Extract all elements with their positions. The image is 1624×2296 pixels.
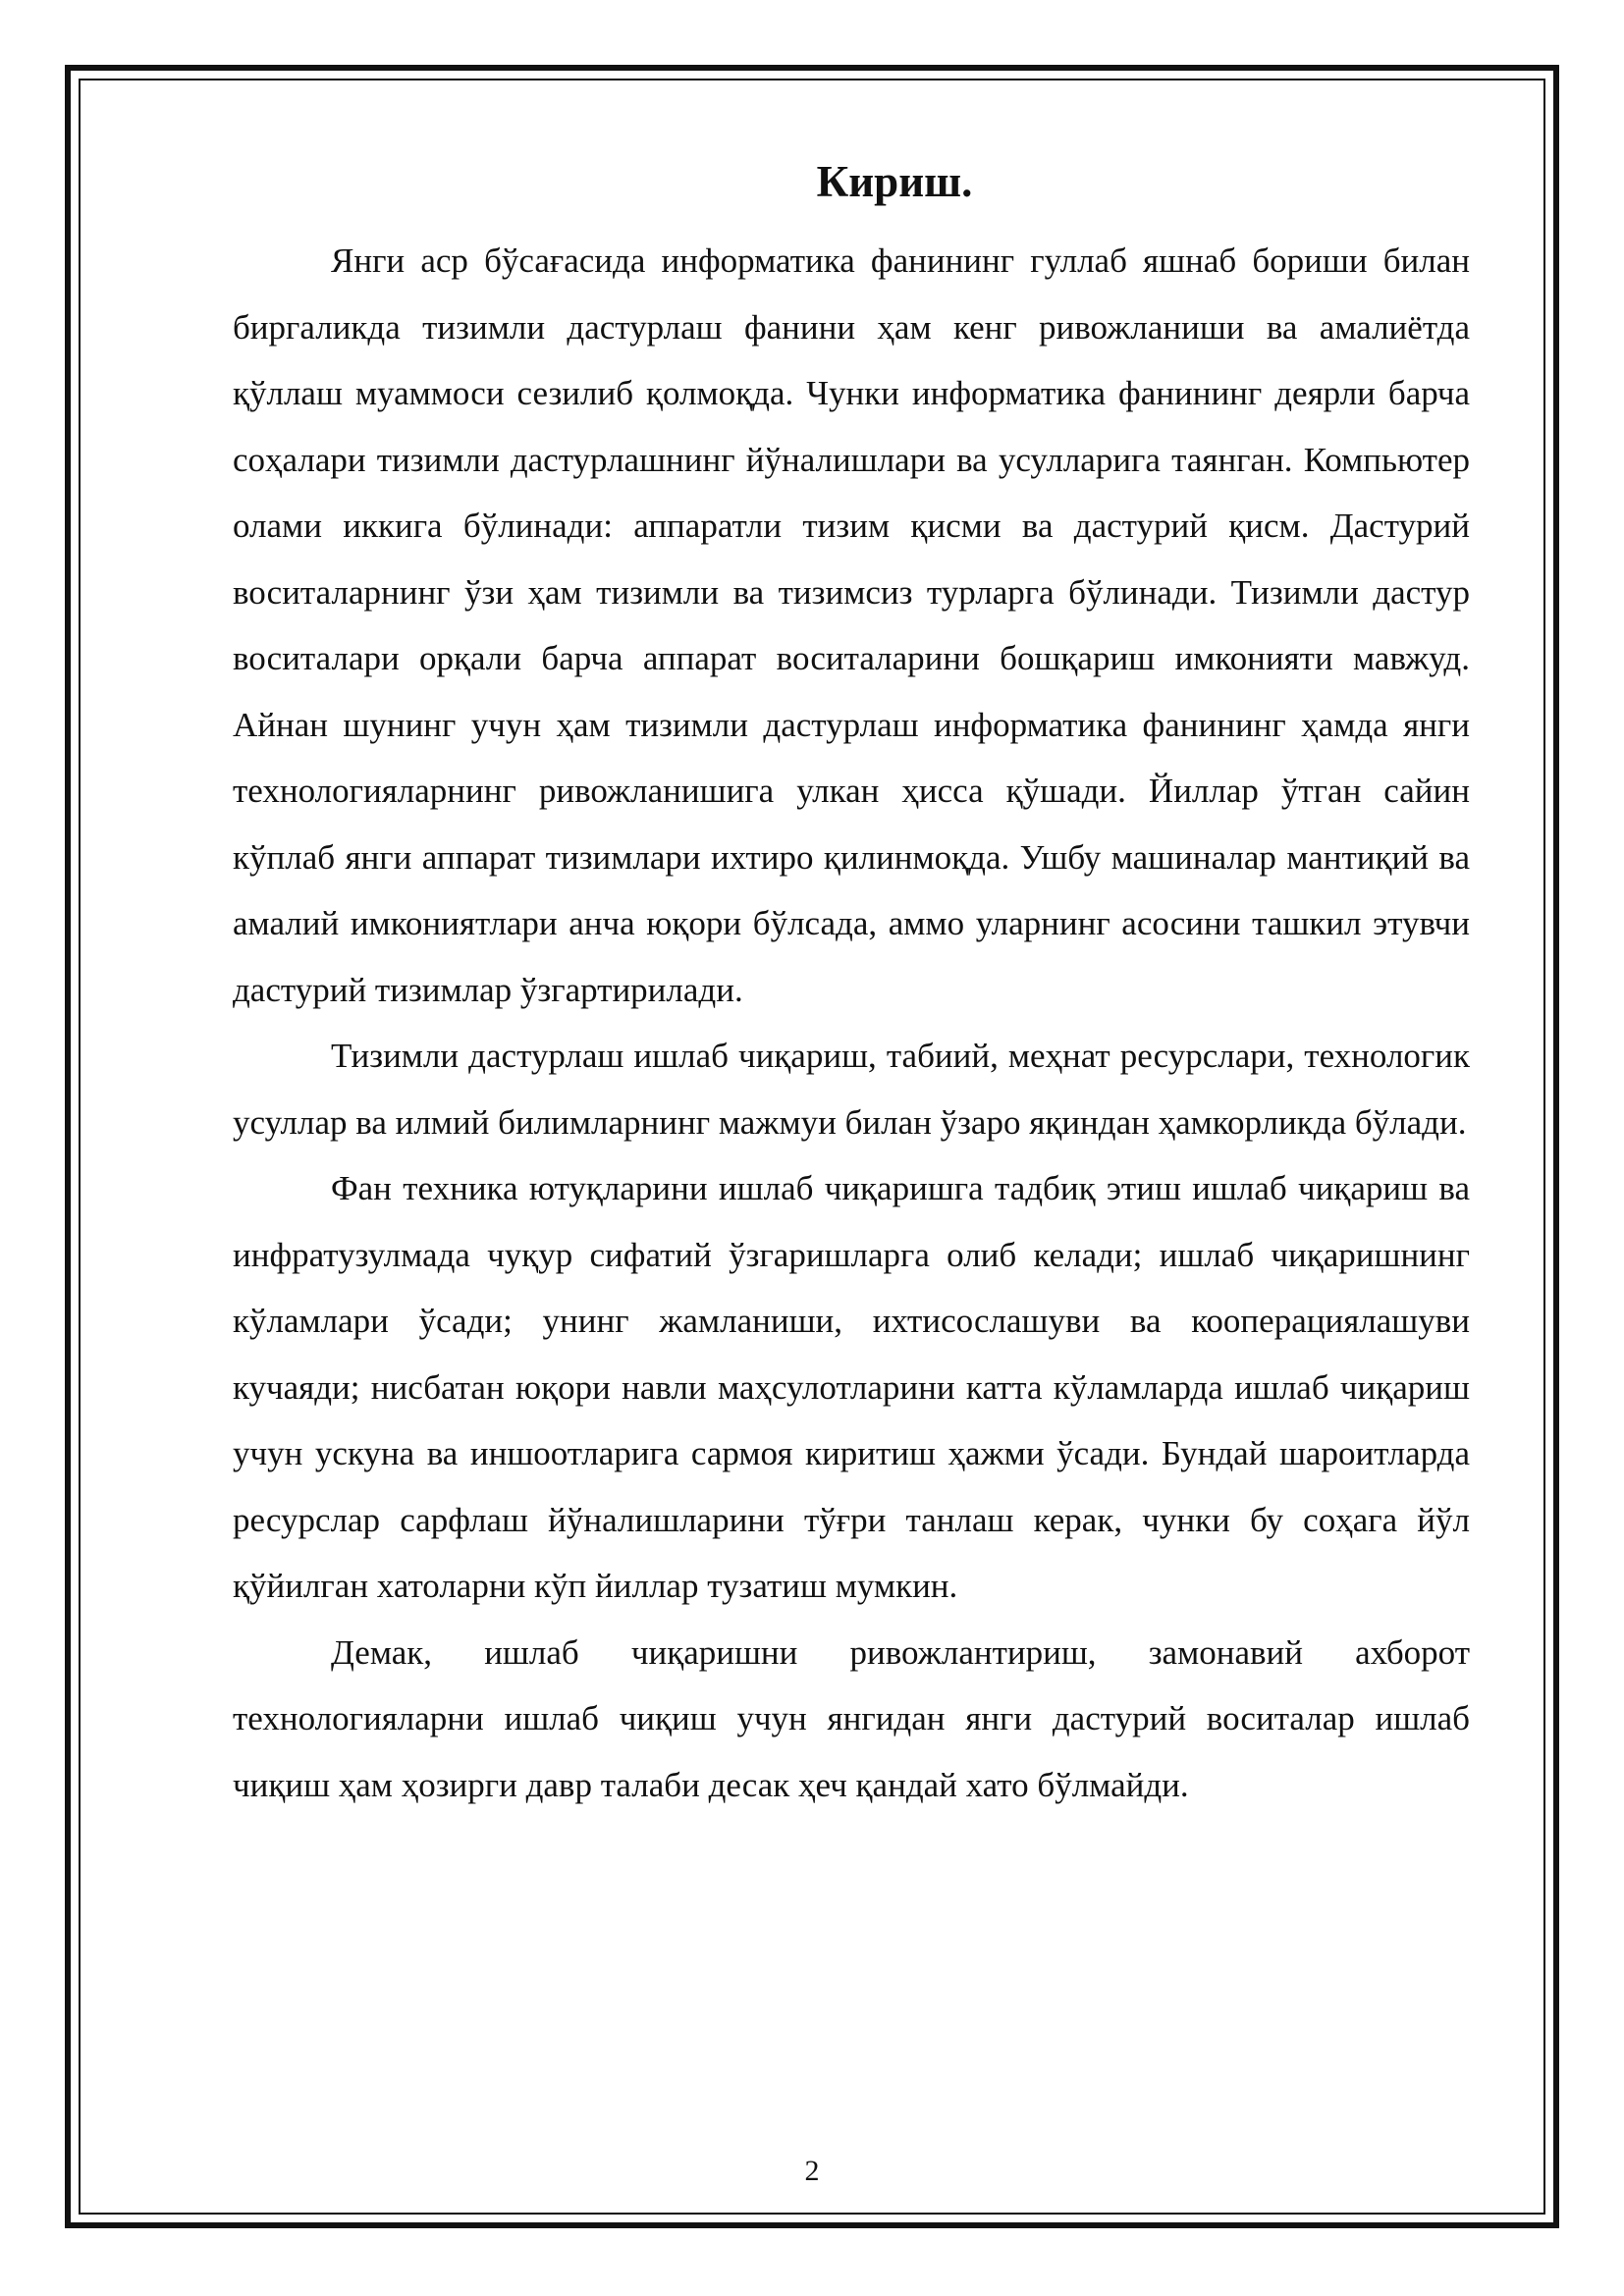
document-body xyxy=(233,157,1470,1818)
paragraph-4: Демак, ишлаб чиқаришни ривожлантириш, замонавий ахборот технологияларни ишлаб чиқиш учун янгидан янги дастурий воситалар ишлаб чиқиш ҳам ҳозирги давр талаби десак ҳеч қандай хато бўлмайди. xyxy=(233,1632,1470,1804)
page-number: 2 xyxy=(804,2155,820,2187)
paragraph-3: Фан техника ютуқларини ишлаб чиқаришга тадбиқ этиш ишлаб чиқариш ва инфратузулмада чуқур сифатий ўзгаришларга олиб келади; ишлаб чиқаришнинг кўламлари ўсади; унинг жамланиши, ихтисослашуви ва кооперациялашуви кучаяди; нисбатан юқори навли маҳсулотларини катта кўламларда ишлаб чиқариш учун ускуна ва иншоотларига сармоя киритиш ҳажми ўсади. Бундай шароитларда ресурслар сарфлаш йўналишларини тўғри танлаш керак, чунки бу соҳага йўл қўйилган хатоларни кўп йиллар тузатиш мумкин. xyxy=(233,1169,1470,1605)
paragraph-1: Янги аср бўсағасида информатика фанининг гуллаб яшнаб бориши билан биргаликда тизимли дастурлаш фанини ҳам кенг ривожланиши ва амалиётда қўллаш муаммоси сезилиб қолмоқда. Чунки информатика фанининг деярли барча соҳалари тизимли дастурлашнинг йўналишлари ва усулларига таянган. Компьютер олами иккига бўлинади: аппаратли тизим қисми ва дастурий қисм. Дастурий воситаларнинг ўзи ҳам тизимли ва тизимсиз турларга бўлинади. Тизимли дастур воситалари орқали барча аппарат воситаларини бошқариш имконияти мавжуд. Айнан шунинг учун ҳам тизимли дастурлаш информатика фанининг ҳамда янги технологияларнинг ривожланишига улкан ҳисса қўшади. Йиллар ўтган сайин кўплаб янги аппарат тизимлари ихтиро қилинмоқда. Ушбу машиналар мантиқий ва амалий имкониятлари анча юқори бўлсада, аммо уларнинг асосини ташкил этувчи дастурий тизимлар ўзгартирилади. xyxy=(233,241,1470,1009)
document-title: Кириш. xyxy=(816,157,973,206)
paragraph-2: Тизимли дастурлаш ишлаб чиқариш, табиий, меҳнат ресурслари, технологик усуллар ва илмий билимларнинг мажмуи билан ўзаро яқиндан ҳамкорликда бўлади. xyxy=(233,1037,1470,1142)
